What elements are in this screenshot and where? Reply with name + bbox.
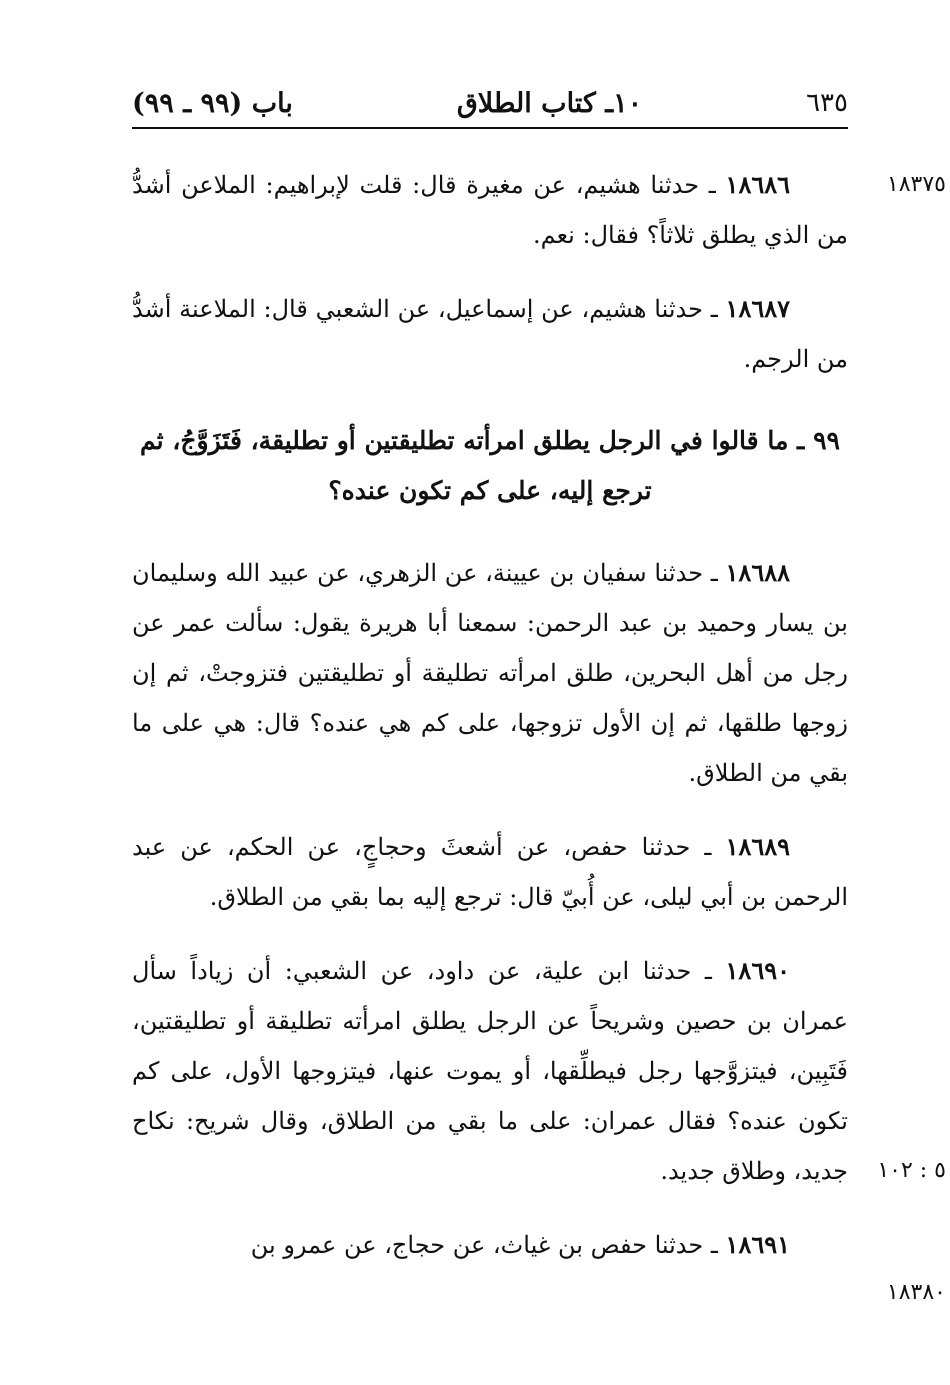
hadith-text: ـ حدثنا سفيان بن عيينة، عن الزهري، عن عبيد الله وسليمان بن يسار وحميد بن عبد الرحمن: سمعنا أبا هريرة يقول: سألت عمر عن رجل من أهل البحرين، طلق امرأته تطليقة أو تطليقتين فتزوجتْ، ثم إن زوجها طلقها، ثم إن الأول تزوجها، على كم هي عنده؟ قال: هي على ما بقي من الطلاق. <box>132 559 848 787</box>
hadith-number: ١٨٦٨٨ <box>725 558 790 587</box>
margin-note: ١٨٣٨٠ <box>886 1280 946 1305</box>
page-header <box>132 84 848 122</box>
chapter-heading: ٩٩ ـ ما قالوا في الرجل يطلق امرأته تطليقتين أو تطليقة، فَتَزَوَّجُ، ثم ترجع إليه، على كم تكون عنده؟ <box>140 426 840 505</box>
hadith-text: ـ حدثنا هشيم، عن مغيرة قال: قلت لإبراهيم: الملاعن أشدُّ من الذي يطلق ثلاثاً؟ فقال: نعم. <box>132 171 848 249</box>
hadith-paragraph <box>132 946 848 1196</box>
hadith-text: ـ حدثنا حفص، عن أشعثَ وحجاجٍ، عن الحكم، عن عبد الرحمن بن أبي ليلى، عن أُبيّ قال: ترجع إليه بما بقي من الطلاق. <box>132 833 848 911</box>
hadith-text: ـ حدثنا هشيم، عن إسماعيل، عن الشعبي قال: الملاعنة أشدُّ من الرجم. <box>132 295 848 373</box>
book-title: ١٠ـ كتاب الطلاق <box>456 87 643 119</box>
hadith-number: ١٨٦٨٧ <box>725 294 790 323</box>
page-number: ٦٣٥ <box>806 88 848 118</box>
hadith-text: ـ حدثنا حفص بن غياث، عن حجاج، عن عمرو بن <box>250 1231 718 1259</box>
hadith-paragraph <box>132 284 848 384</box>
hadith-number: ١٨٦٨٦ <box>725 170 790 199</box>
margin-note: ٥ : ١٠٢ <box>877 1158 946 1183</box>
hadith-number: ١٨٦٩١ <box>725 1230 790 1259</box>
margin-note: ١٨٣٧٥ <box>886 172 946 197</box>
hadith-paragraph <box>132 548 848 798</box>
page-body <box>132 160 848 1294</box>
hadith-paragraph <box>132 822 848 922</box>
hadith-paragraph <box>132 160 848 260</box>
hadith-number: ١٨٦٨٩ <box>725 832 791 861</box>
hadith-text: ـ حدثنا ابن علية، عن داود، عن الشعبي: أن زياداً سأل عمران بن حصين وشريحاً عن الرجل يطلق امرأته تطليقة أو تطليقتين، فَتَبِين، فيتزوَّجها رجل فيطلِّقها، أو يموت عنها، فيتزوجها الأول، على كم تكون عنده؟ فقال عمران: على ما بقي من الطلاق، وقال شريح: نكاح جديد، وطلاق جديد. <box>132 957 848 1185</box>
hadith-number: ١٨٦٩٠ <box>725 956 790 985</box>
hadith-paragraph <box>132 1220 848 1270</box>
chapter-range: باب (٩٩ ـ ٩٩) <box>132 87 293 119</box>
header-rule <box>132 127 848 129</box>
